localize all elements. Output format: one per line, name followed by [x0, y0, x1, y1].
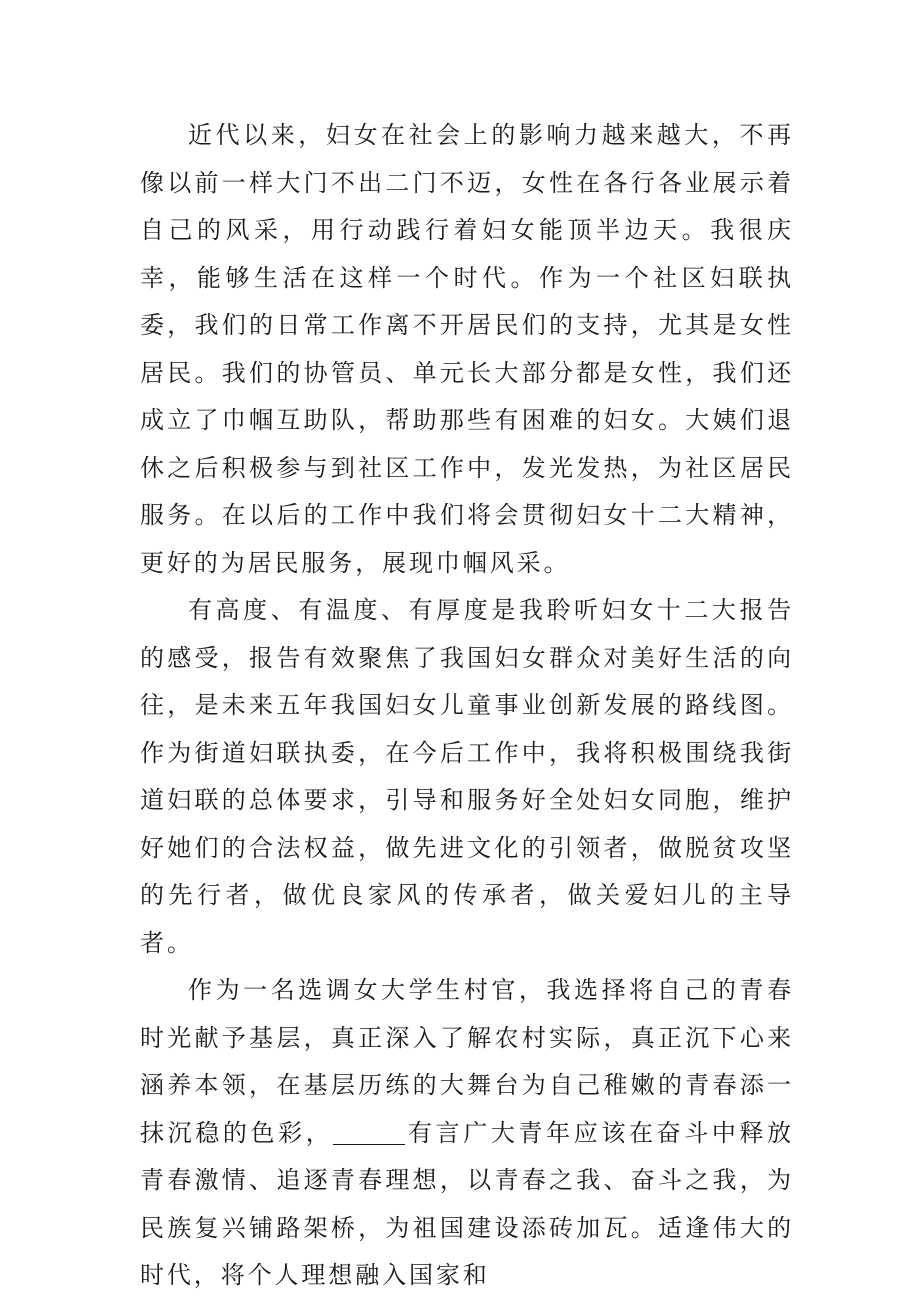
paragraph-3-start: 作为一名选调女大学生村官，我选择将自己的青春时光献予基层，真正深入了解农村实际，真正沉下心来涵养本领，在基层历练的大舞台为自己稚嫩的青春添一抹沉稳的色彩，: [140, 976, 794, 1147]
fill-in-blank: [333, 1120, 405, 1145]
paragraph-1: 近代以来，妇女在社会上的影响力越来越大，不再像以前一样大门不出二门不迈，女性在各行各业展示着自己的风采，用行动践行着妇女能顶半边天。我很庆幸，能够生活在这样一个时代。作为一个社区妇联执委，我们的日常工作离不开居民们的支持，尤其是女性居民。我们的协管员、单元长大部分都是女性，我们还成立了巾帼互助队，帮助那些有困难的妇女。大姨们退休之后积极参与到社区工作中，发光发热，为社区居民服务。在以后的工作中我们将会贯彻妇女十二大精神，更好的为居民服务，展现巾帼风采。: [140, 121, 794, 577]
paragraph-2: 有高度、有温度、有厚度是我聆听妇女十二大报告的感受，报告有效聚焦了我国妇女群众对美好生活的向往，是未来五年我国妇女儿童事业创新发展的路线图。作为街道妇联执委，在今后工作中，我将积极围绕我街道妇联的总体要求，引导和服务好全处妇女同胞，维护好她们的合法权益，做先进文化的引领者，做脱贫攻坚的先行者，做优良家风的传承者，做关爱妇儿的主导者。: [140, 596, 794, 957]
document-page: [140, 112, 794, 1300]
paragraph-3: [140, 967, 794, 1300]
paragraph-3-rest: 有言广大青年应该在奋斗中释放青春激情、追逐青春理想，以青春之我、奋斗之我，为民族复兴铺路架桥，为祖国建设添砖加瓦。适逢伟大的时代，将个人理想融入国家和: [140, 1118, 794, 1289]
